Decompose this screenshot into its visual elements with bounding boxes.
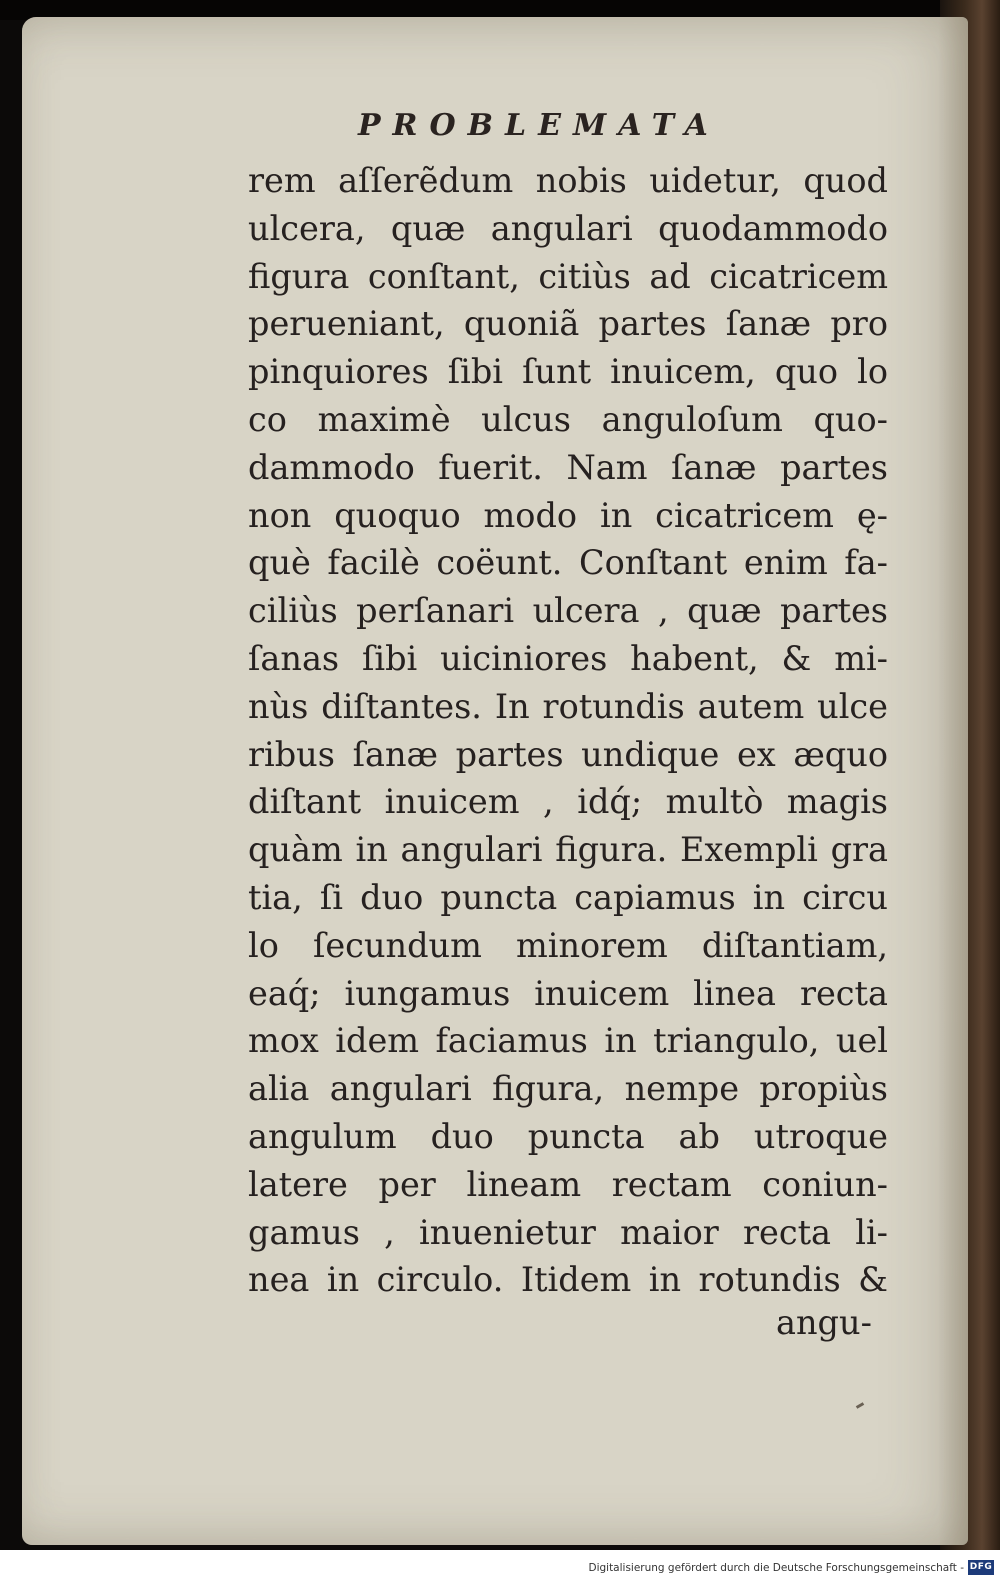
text-line: nea in circulo. Itidem in rotundis & (248, 1260, 888, 1300)
text-line: què facilè coëunt. Conſtant enim fa- (248, 543, 888, 583)
text-line: dammodo fuerit. Nam ſanæ partes (248, 447, 888, 487)
page-shadow (938, 17, 968, 1545)
dfg-logo: DFG (968, 1560, 994, 1575)
text-line: mox idem faciamus in triangulo, uel (248, 1021, 888, 1061)
running-head: PROBLEMATA (358, 108, 720, 143)
text-line: nùs diſtantes. In rotundis autem ulce (248, 686, 888, 726)
text-line: ciliùs perſanari ulcera , quæ partes (248, 591, 888, 631)
text-line: pinquiores ſibi ſunt inuicem, quo lo (248, 352, 888, 392)
text-line: angulum duo puncta ab utroque (248, 1116, 888, 1156)
text-line: ribus ſanæ partes undique ex æquo (248, 734, 888, 774)
text-line: ulcera, quæ angulari quodammodo (248, 208, 888, 248)
text-line: perueniant, quoniã partes ſanæ pro (248, 304, 888, 344)
text-line: figura conſtant, citiùs ad cicatricem (248, 256, 888, 296)
text-line: co maximè ulcus anguloſum quo- (248, 399, 888, 439)
text-line: alia angulari figura, nempe propiùs (248, 1069, 888, 1109)
text-line: quàm in angulari figura. Exempli gra (248, 830, 888, 870)
text-line: non quoquo modo in cicatricem ę- (248, 495, 888, 535)
catchword: angu- (776, 1303, 872, 1342)
text-line: tia, ſi duo puncta capiamus in circu (248, 877, 888, 917)
body-text (248, 157, 888, 1304)
digitization-footer (0, 1550, 1000, 1589)
text-line: lo ſecundum minorem diſtantiam, (248, 925, 888, 965)
text-line: ſanas ſibi uiciniores habent, & mi- (248, 638, 888, 678)
text-line: rem aſſerẽdum nobis uidetur, quod (248, 161, 888, 200)
text-line: latere per lineam rectam coniun- (248, 1164, 888, 1204)
footer-credit: Digitalisierung gefördert durch die Deutsche Forschungsgemeinschaft - (588, 1562, 964, 1574)
text-line: eaq́; iungamus inuicem linea recta (248, 973, 888, 1013)
text-line: gamus , inuenietur maior recta li- (248, 1212, 888, 1252)
text-line: diſtant inuicem , idq́; multò magis (248, 782, 888, 822)
